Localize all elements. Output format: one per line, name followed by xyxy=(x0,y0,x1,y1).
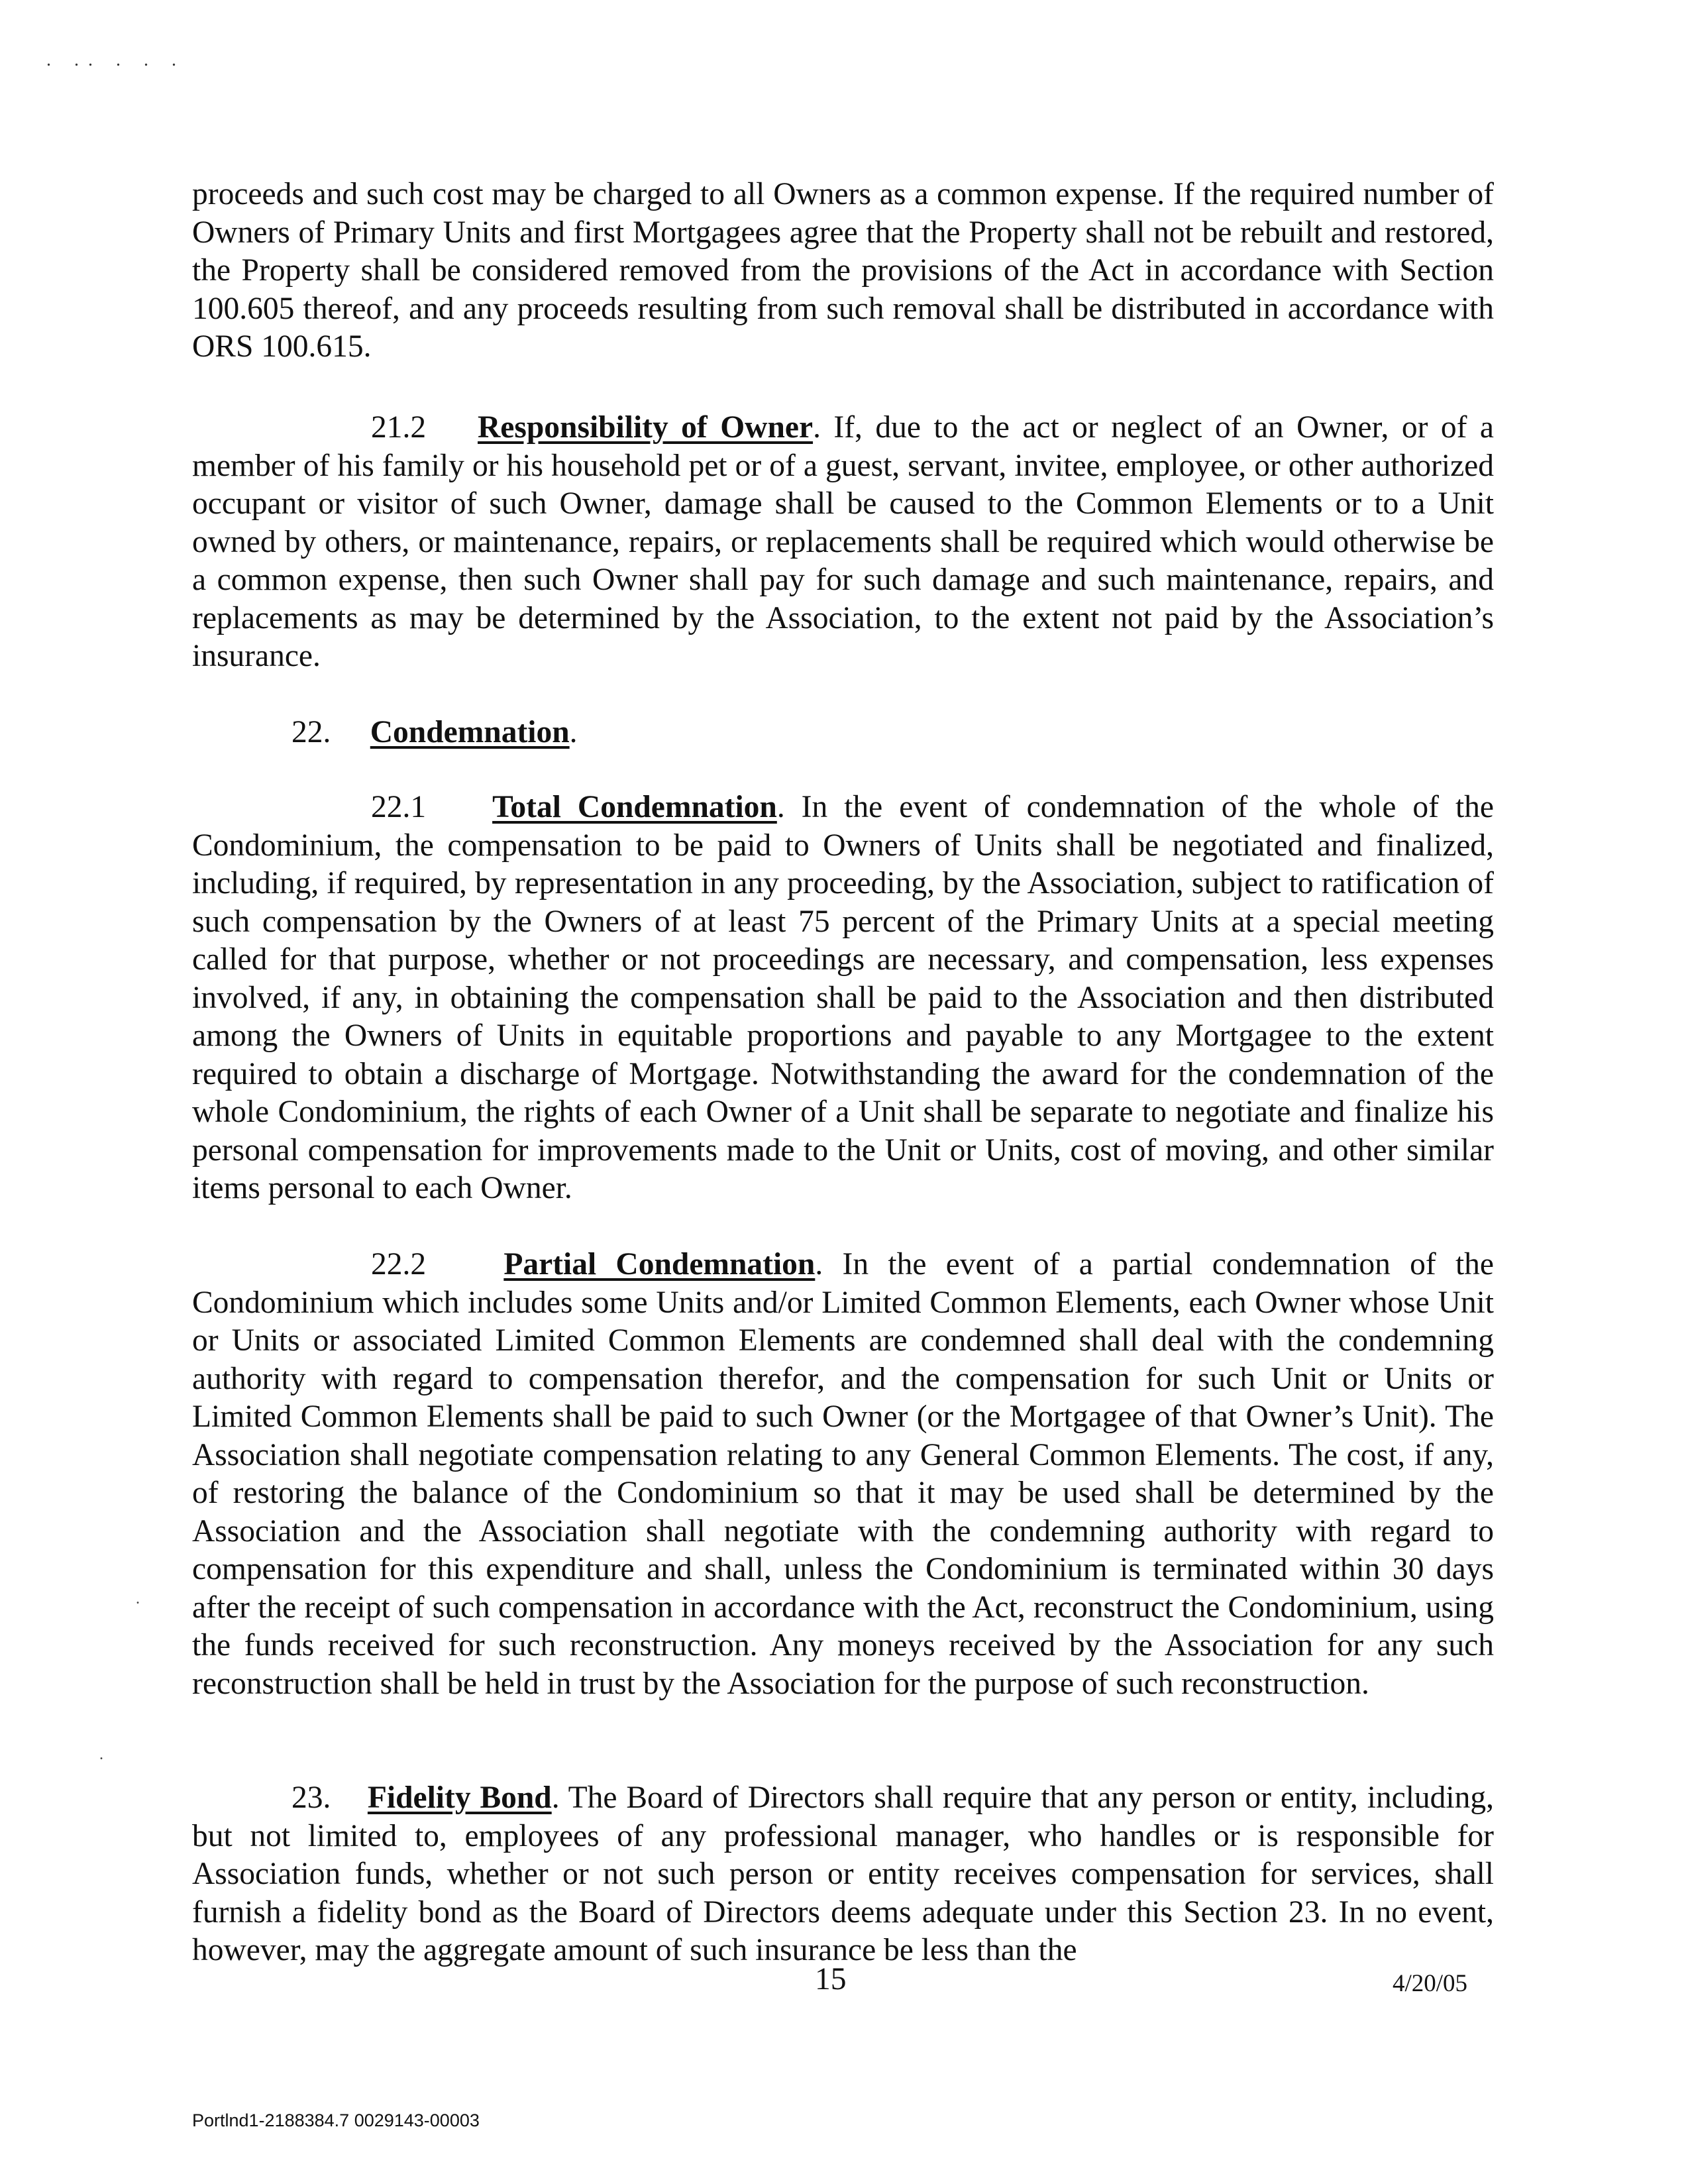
scan-speck: . xyxy=(136,1590,140,1608)
section-title: Responsibility of Owner xyxy=(478,410,814,445)
section-title: Total Condemnation xyxy=(492,790,777,824)
section-22-heading xyxy=(291,714,578,752)
section-21-2 xyxy=(192,409,1494,676)
footer-date: 4/20/05 xyxy=(1392,1970,1467,1997)
section-number: 21.2 xyxy=(371,410,427,445)
section-body: . The Board of Directors shall require that any person or entity, including, but not limited to, employees of any professional manager, who handles or is responsible for Association funds, whether or not such person or entity receives compensation for services, shall furnish a fidelity bond as the Board of Directors deems adequate under this Section 23. In no event, however, may the aggregate amount of such insurance be less than the xyxy=(192,1780,1494,1967)
section-22-2 xyxy=(192,1246,1494,1703)
section-title: Partial Condemnation xyxy=(503,1247,816,1282)
scan-specks: . .. . . . xyxy=(46,50,185,70)
section-title: Condemnation xyxy=(370,715,570,749)
paragraph-continuation: proceeds and such cost may be charged to all Owners as a common expense. If the required number of Owners of Primary Units and first Mortgagees agree that the Property shall not be rebuilt and restored, the Property shall be considered removed from the provisions of the Act in accordance with Section 100.605 thereof, and any proceeds resulting from such removal shall be distributed in accordance with ORS 100.615. xyxy=(192,177,1494,364)
section-number: 23. xyxy=(291,1780,331,1815)
section-number: 22.1 xyxy=(371,790,427,824)
section-22-1 xyxy=(192,789,1494,1208)
section-title: Fidelity Bond xyxy=(367,1780,552,1815)
title-period: . xyxy=(569,715,578,749)
section-body: . In the event of a partial condemnation of the Condominium which includes some Units and/or Limited Common Elements, each Owner whose Unit or Units or associated Limited Common Elements are condemned shall deal with the condemning authority with regard to compensation therefor, and the compensation for such Unit or Units or Limited Common Elements shall be paid to such Owner (or the Mortgagee of that Owner’s Unit). The Association shall negotiate compensation relating to any General Common Elements. The cost, if any, of restoring the balance of the Condominium so that it may be used shall be determined by the Association and the Association shall negotiate with the condemning authority with regard to compensation for this expenditure and shall, unless the Condominium is terminated within 30 days after the receipt of such compensation in accordance with the Act, reconstruct the Condominium, using the funds received for such reconstruction. Any moneys received by the Association for any such reconstruction shall be held in trust by the Association for the purpose of such reconstruction. xyxy=(192,1247,1495,1701)
section-23 xyxy=(192,1779,1494,1970)
section-body: . If, due to the act or neglect of an Owner, or of a member of his family or his household pet or of a guest, servant, invitee, employee, or other authorized occupant or visitor of such Owner, damage shall be caused to the Common Elements or to a Unit owned by others, or maintenance, repairs, or replacements shall be required which would otherwise be a common expense, then such Owner shall pay for such damage and such maintenance, repairs, and replacements as may be determined by the Association, to the extent not paid by the Association’s insurance. xyxy=(192,410,1495,673)
page-number: 15 xyxy=(815,1962,847,1996)
section-number: 22.2 xyxy=(371,1247,427,1282)
section-body: . In the event of condemnation of the whole of the Condominium, the compensation to be paid to Owners of Units shall be negotiated and finalized, including, if required, by representation in any proceeding, by the Association, subject to ratification of such compensation by the Owners of at least 75 percent of the Primary Units at a special meeting called for that purpose, whether or not proceedings are necessary, and compensation, less expenses involved, if any, in obtaining the compensation shall be paid to the Association and then distributed among the Owners of Units in equitable proportions and payable to any Mortgagee to the extent required to obtain a discharge of Mortgage. Notwithstanding the award for the condemnation of the whole Condominium, the rights of each Owner of a Unit shall be separate to negotiate and finalize his personal compensation for improvements made to the Unit or Units, cost of moving, and other similar items personal to each Owner. xyxy=(192,790,1494,1205)
scan-speck: . xyxy=(99,1746,103,1763)
document-id: Portlnd1-2188384.7 0029143-00003 xyxy=(192,2110,480,2130)
section-number: 22. xyxy=(291,715,331,749)
